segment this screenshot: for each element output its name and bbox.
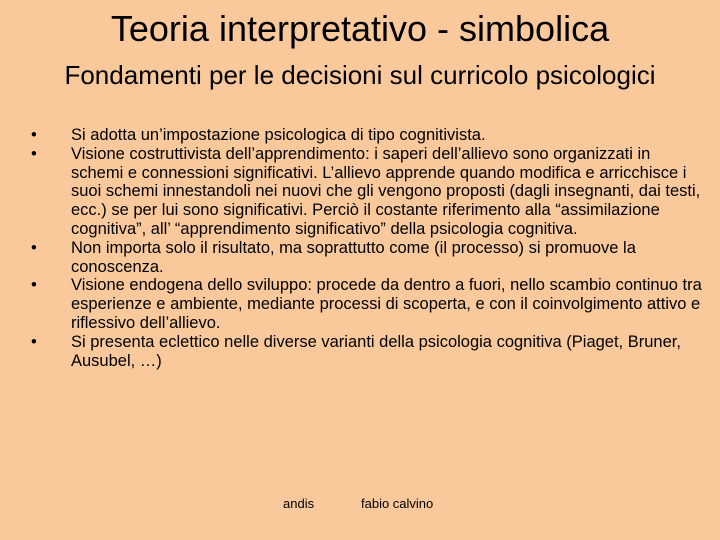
footer-author: fabio calvino (361, 496, 434, 511)
bullet-marker: • (31, 238, 37, 257)
bullet-text: Visione endogena dello sviluppo: procede da dentro a fuori, nello scambio continuo tra esperienze e ambiente, mediante processi di scoperta, e con il coinvolgimento attivo e riflessivo dell’allievo. (71, 276, 702, 332)
bullet-marker: • (31, 144, 37, 163)
bullet-item (25, 145, 705, 239)
bullet-item (25, 239, 705, 277)
bullet-marker: • (31, 276, 37, 295)
footer-left-text: andis (283, 496, 315, 511)
bullet-marker: • (31, 332, 37, 351)
bullet-text: Non importa solo il risultato, ma soprattutto come (il processo) si promuove la conoscenza. (71, 238, 636, 276)
bullet-item (25, 276, 705, 332)
bullet-text: Si presenta eclettico nelle diverse varianti della psicologia cognitiva (Piaget, Bruner, Ausubel, …) (71, 332, 681, 370)
bullet-marker: • (31, 126, 37, 144)
bullet-text: Visione costruttivista dell’apprendimento: i saperi dell’allievo sono organizzati in schemi e connessioni significativi. L’allievo apprende quando modifica e arricchisce i suoi schemi innestandoli nei nuovi che gli vengono proposti (dagli insegnanti, dai testi, ecc.) se per lui sono significativi. Perciò il costante riferimento alla “assimilazione cognitiva”, all’ “apprendimento significativo” della psicologia cognitiva. (71, 144, 701, 238)
slide-subtitle: Fondamenti per le decisioni sul curricolo psicologici (64, 60, 656, 90)
bullet-text: Si adotta un’impostazione psicologica di tipo cognitivista. (71, 126, 486, 144)
bullet-item (25, 333, 705, 371)
bullet-list (25, 126, 705, 370)
slide-title: Teoria interpretativo - simbolica (110, 8, 610, 49)
bullet-item (25, 126, 705, 145)
